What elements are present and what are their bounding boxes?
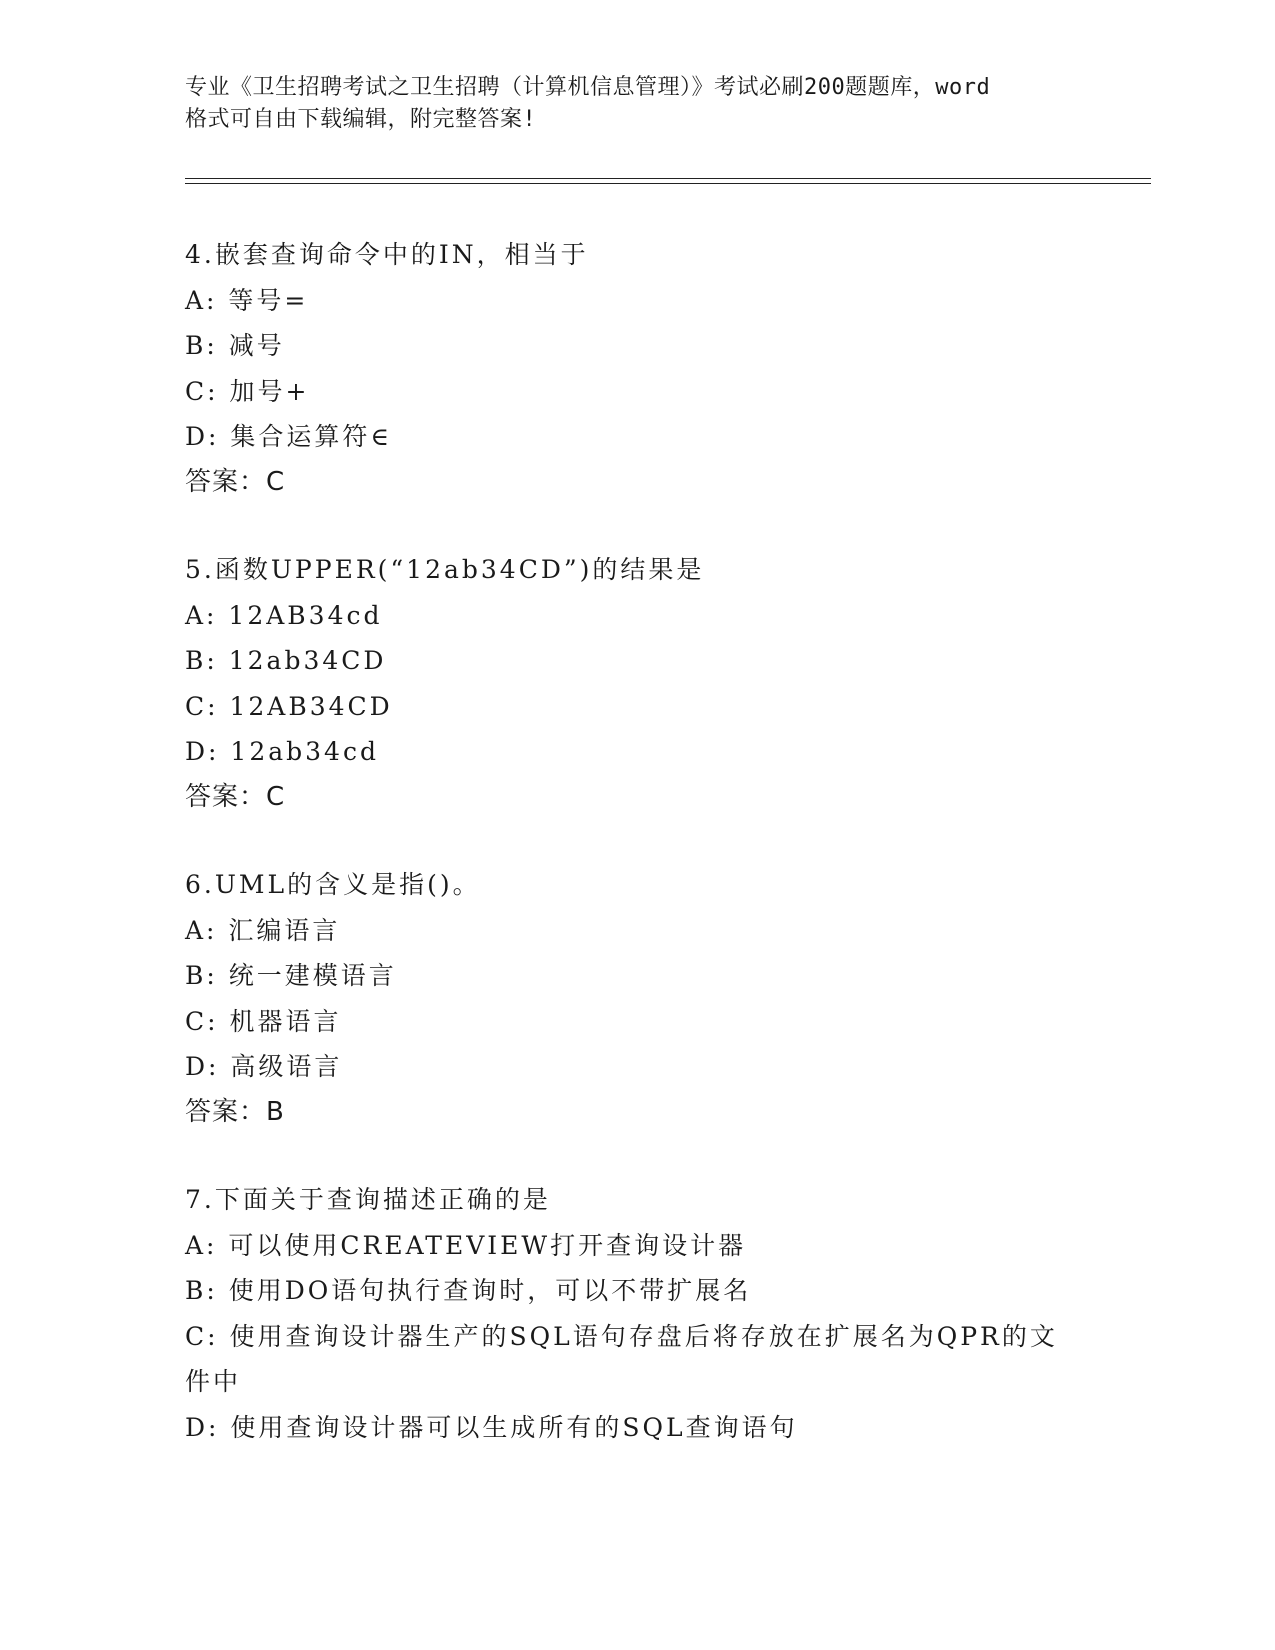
answer-line: 答案：C bbox=[185, 781, 286, 812]
question-stem: 7.下面关于查询描述正确的是 bbox=[185, 1185, 551, 1214]
question-stem: 6.UML的含义是指()。 bbox=[185, 870, 481, 899]
option-d: D: 12ab34cd bbox=[185, 737, 379, 766]
option-d: D: 高级语言 bbox=[185, 1052, 343, 1081]
option-b: B: 使用DO语句执行查询时，可以不带扩展名 bbox=[185, 1276, 752, 1305]
question-4 bbox=[185, 232, 1085, 505]
question-6 bbox=[185, 862, 1085, 1135]
option-c: C: 机器语言 bbox=[185, 1006, 342, 1036]
question-stem: 5.函数UPPER(“12ab34CD”)的结果是 bbox=[185, 555, 705, 584]
option-a: A: 汇编语言 bbox=[185, 915, 341, 945]
header-divider-bottom bbox=[185, 183, 1151, 184]
option-b: B: 统一建模语言 bbox=[185, 961, 397, 990]
answer-line: 答案：C bbox=[185, 466, 286, 497]
option-a: A: 等号= bbox=[185, 285, 309, 315]
option-c: C: 12AB34CD bbox=[185, 691, 393, 721]
option-b: B: 12ab34CD bbox=[185, 646, 387, 675]
option-b: B: 减号 bbox=[185, 331, 285, 360]
option-d: D: 使用查询设计器可以生成所有的SQL查询语句 bbox=[185, 1412, 798, 1442]
option-a: A: 可以使用CREATEVIEW打开查询设计器 bbox=[185, 1230, 747, 1260]
header-line-2: 格式可自由下载编辑，附完整答案! bbox=[185, 107, 537, 132]
question-list bbox=[185, 232, 1085, 1492]
answer-line: 答案：B bbox=[185, 1096, 285, 1127]
option-d: D: 集合运算符∈ bbox=[185, 422, 392, 451]
question-stem: 4.嵌套查询命令中的IN，相当于 bbox=[185, 240, 589, 269]
option-a: A: 12AB34cd bbox=[185, 600, 383, 630]
header-divider-top bbox=[185, 178, 1151, 179]
option-c: C: 使用查询设计器生产的SQL语句存盘后将存放在扩展名为QPR的文件中 bbox=[185, 1321, 1058, 1396]
document-header bbox=[185, 72, 1085, 136]
header-line-1: 专业《卫生招聘考试之卫生招聘（计算机信息管理）》考试必刷200题题库，word bbox=[185, 75, 991, 100]
question-7 bbox=[185, 1177, 1085, 1450]
option-c: C: 加号+ bbox=[185, 376, 310, 406]
question-5 bbox=[185, 547, 1085, 820]
